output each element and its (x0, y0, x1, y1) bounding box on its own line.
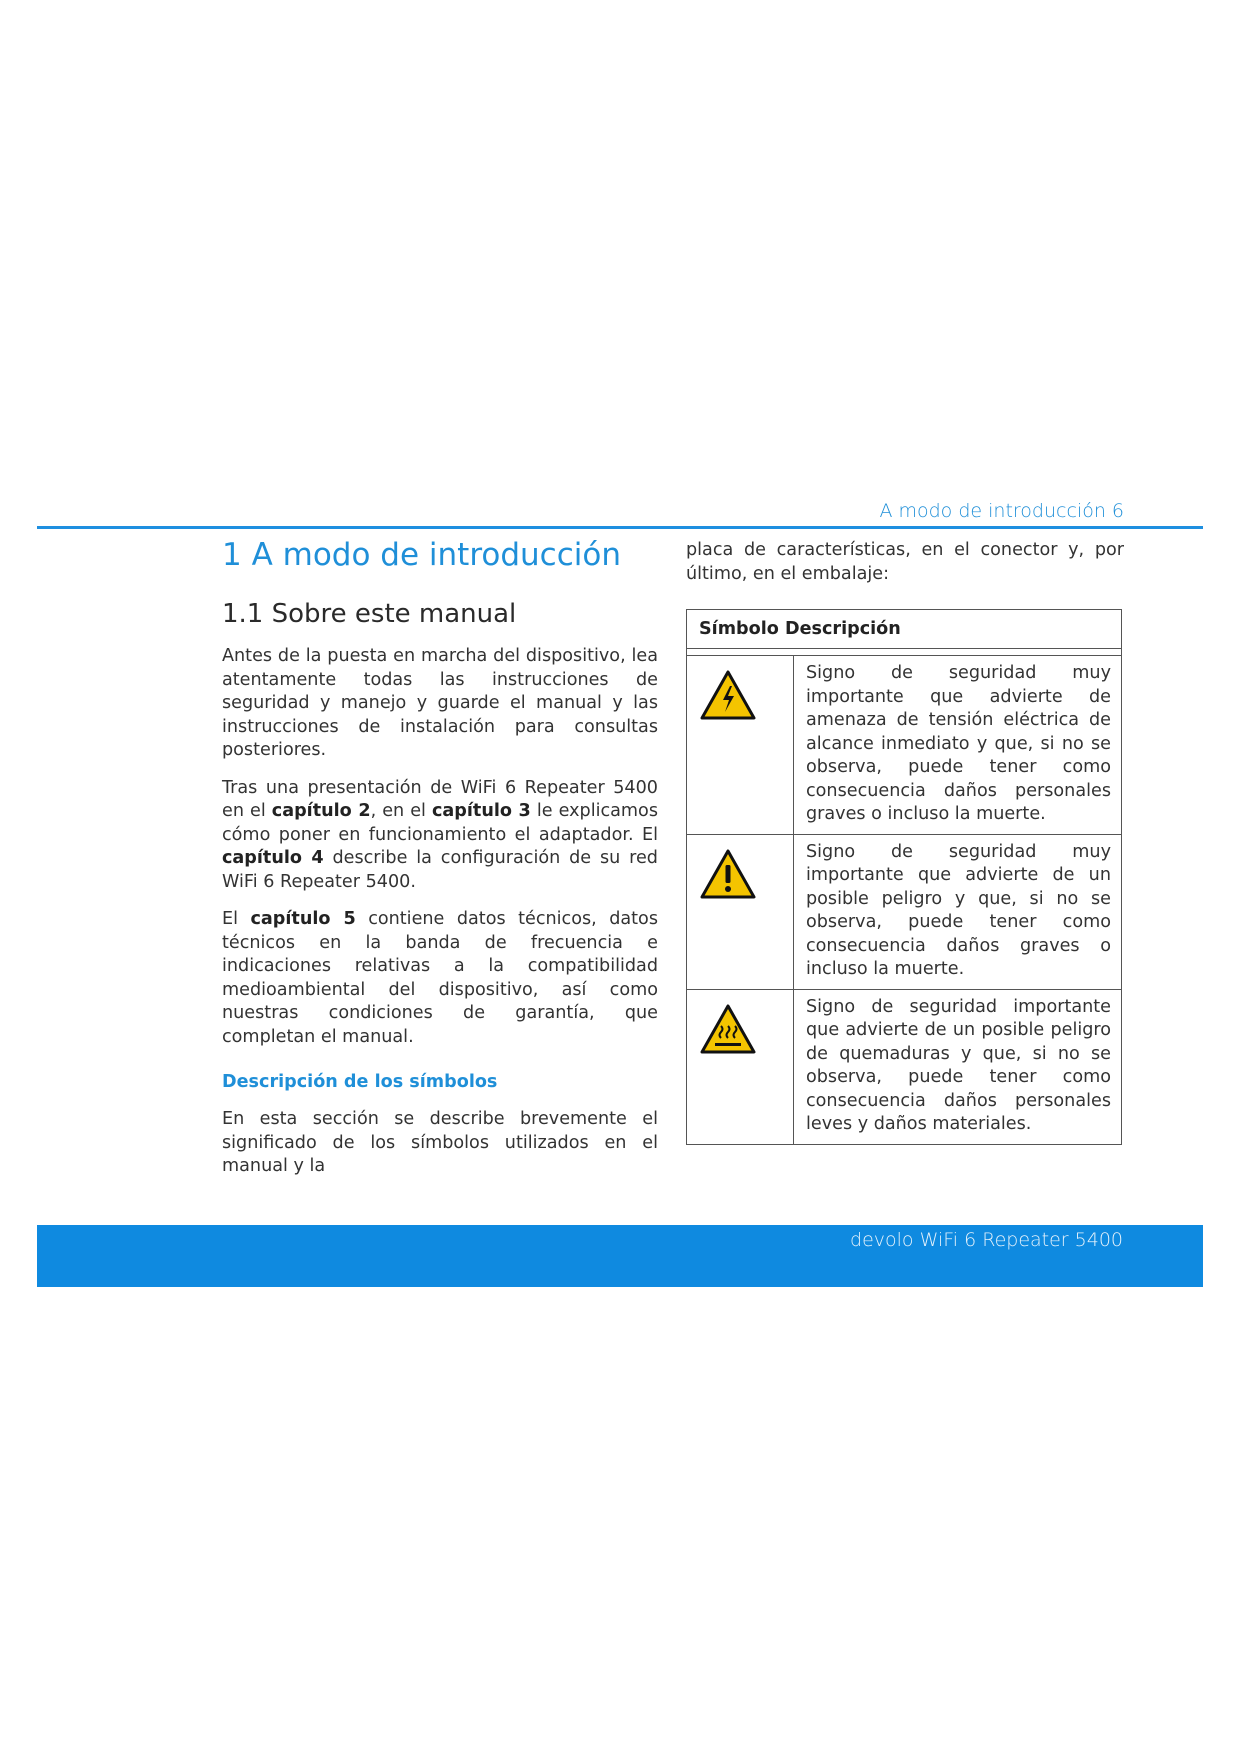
right-column (686, 539, 1124, 1145)
table-header: Símbolo Descripción (687, 610, 1122, 649)
electric-hazard-icon (699, 669, 757, 721)
hot-surface-icon (699, 1003, 757, 1055)
general-warning-icon (699, 848, 757, 900)
paragraph-symbols: En esta sección se describe brevemente el significado de los símbolos utilizados en el manual y la (222, 1109, 658, 1176)
text-run: El (222, 909, 251, 929)
spacer-cell (687, 649, 1122, 656)
table-header-row (687, 610, 1122, 649)
footer-product-name: devolo WiFi 6 Repeater 5400 (850, 1229, 1123, 1251)
description-cell: Signo de seguridad muy importante que advierte de amenaza de tensión eléctrica de alcance inmediato y que, si no se observa, puede tener como consecuencia daños personales graves o incluso la muerte. (794, 656, 1122, 835)
paragraph-chapters (222, 777, 658, 895)
text-run: Tras una presentación de WiFi 6 Repeater 5400 en el (222, 777, 658, 821)
left-column (222, 535, 658, 1179)
text-run: , en el (370, 801, 432, 821)
description-cell: Signo de seguridad importante que advierte de un posible peligro de quemaduras y que, si no se observa, puede tener como consecuencia daños personales leves y daños materiales. (806, 996, 1111, 1134)
running-header: A modo de introducción 6 (879, 500, 1124, 522)
symbol-cell (687, 989, 794, 1144)
paragraph-intro: Antes de la puesta en marcha del dispositivo, lea atentamente todas las instrucciones de seguridad y manejo y guarde el manual y las instrucciones de instalación para consultas posteriores. (222, 646, 658, 760)
table-row (687, 656, 1122, 835)
text-run: describe la configuración de su red WiFi 6 Repeater 5400. (222, 848, 658, 892)
text-run: contiene datos técnicos, datos técnicos en la banda de frecuencia e indicaciones relativas a la compatibilidad medioambiental del dispositivo, así como nuestras condiciones de garantía, que completan el manual. (222, 909, 658, 1047)
chapter-ref: capítulo 4 (222, 848, 324, 868)
table-spacer (687, 649, 1122, 656)
chapter-ref: capítulo 3 (432, 801, 531, 821)
table-row (687, 834, 1122, 989)
symbol-cell (687, 834, 794, 989)
footer-bar (37, 1225, 1203, 1287)
chapter-title: 1 A modo de introducción (222, 537, 621, 573)
symbol-cell (687, 656, 794, 835)
paragraph-continuation: placa de características, en el conector y, por último, en el embalaje: (686, 540, 1124, 584)
chapter-ref: capítulo 2 (271, 801, 371, 821)
symbol-table (686, 609, 1122, 1145)
table-row (687, 989, 1122, 1144)
text-run: le explicamos cómo poner en funcionamiento el adaptador. El (222, 801, 658, 845)
description-cell: Signo de seguridad muy importante que advierte de un posible peligro y que, si no se observa, puede tener como consecuencia daños graves o incluso la muerte. (794, 834, 1122, 989)
section-title: 1.1 Sobre este manual (222, 599, 517, 629)
symbols-subheading: Descripción de los símbolos (222, 1072, 498, 1092)
chapter-ref: capítulo 5 (250, 909, 356, 929)
header-rule (37, 526, 1203, 529)
paragraph-chapter5 (222, 908, 658, 1049)
